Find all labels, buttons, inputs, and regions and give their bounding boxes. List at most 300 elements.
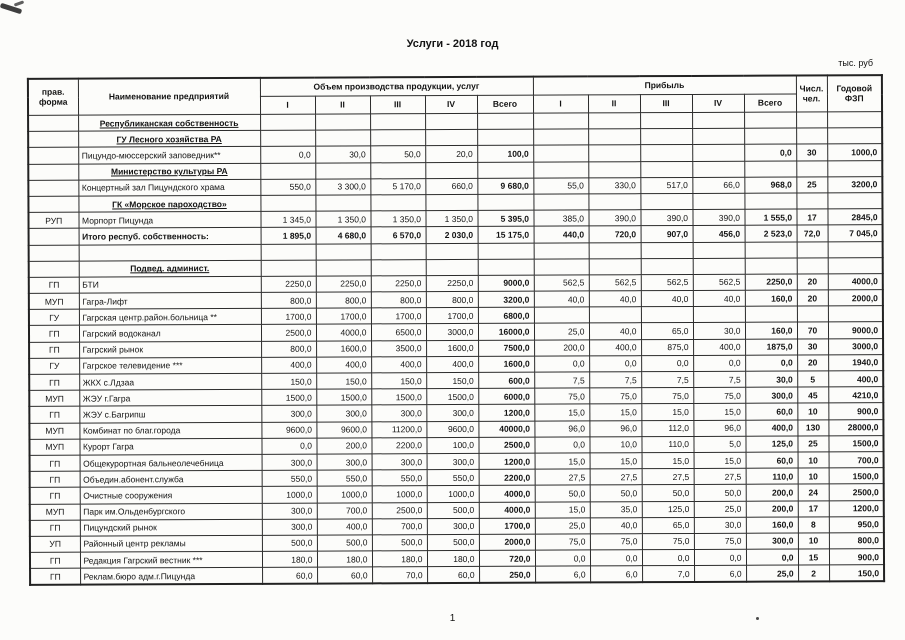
cell-volume-q2: 400,0 [316, 357, 371, 373]
cell-profit-q2: 6,0 [590, 566, 642, 583]
cell-staff: 17 [798, 500, 829, 516]
col-header-staff: Числ. чел. [796, 75, 827, 112]
cell-profit-total [744, 193, 796, 209]
cell-profit-total [744, 112, 796, 128]
cell-profit-q4: 27,5 [694, 468, 746, 484]
cell-profit-q1 [533, 129, 588, 145]
col-header-volume-q4: IV [425, 95, 477, 113]
cell-profit-q1 [533, 194, 588, 210]
cell-profit-q1: 0,0 [535, 550, 590, 566]
cell-profit-q1 [534, 242, 589, 258]
cell-profit-q2 [588, 161, 640, 177]
cell-volume-q1: 800,0 [261, 292, 316, 308]
cell-annual-payroll [828, 257, 883, 273]
cell-profit-q2: 390,0 [588, 210, 640, 226]
cell-volume-q4: 60,0 [427, 567, 479, 584]
cell-volume-total: 1200,0 [479, 453, 535, 469]
cell-profit-q3 [640, 161, 692, 177]
cell-profit-q1 [534, 307, 589, 323]
cell-volume-total: 40000,0 [478, 421, 534, 437]
cell-profit-q1: 25,0 [535, 518, 590, 534]
cell-profit-q4: 0,0 [694, 549, 746, 565]
cell-profit-q2: 400,0 [589, 339, 641, 355]
cell-profit-total [745, 258, 797, 274]
cell-enterprise-name: ЖЭУ г.Гагра [79, 390, 261, 407]
cell-profit-q3: 65,0 [641, 323, 693, 339]
cell-legal-form: ГП [30, 487, 80, 503]
cell-volume-q3: 6500,0 [371, 324, 426, 340]
cell-profit-total: 400,0 [745, 420, 797, 436]
cell-profit-total: 1875,0 [745, 339, 797, 355]
cell-volume-q4 [425, 113, 477, 129]
cell-profit-q3: 15,0 [641, 404, 693, 420]
cell-volume-q1 [260, 163, 315, 179]
cell-annual-payroll: 2000,0 [828, 290, 883, 306]
cell-annual-payroll: 2845,0 [828, 209, 883, 225]
cell-legal-form: ГП [30, 568, 80, 585]
cell-volume-q2: 550,0 [317, 470, 372, 486]
cell-volume-q3 [370, 162, 425, 178]
cell-staff: 130 [797, 419, 828, 435]
cell-profit-total [745, 306, 797, 322]
cell-volume-q4: 550,0 [427, 470, 479, 486]
col-header-profit-q1: I [533, 95, 588, 113]
cell-volume-total [477, 194, 533, 210]
cell-enterprise-name: Районный центр рекламы [80, 535, 262, 552]
cell-legal-form: ГУ [29, 309, 79, 325]
cell-volume-q2: 1000,0 [317, 486, 372, 502]
cell-volume-q3: 180,0 [372, 551, 427, 567]
cell-profit-total: 60,0 [745, 403, 797, 419]
cell-legal-form: МУП [29, 423, 79, 439]
cell-volume-total: 6000,0 [478, 388, 534, 404]
cell-legal-form: ГП [29, 407, 79, 423]
cell-volume-total: 600,0 [478, 372, 534, 388]
cell-volume-q4: 100,0 [426, 437, 478, 453]
cell-volume-total: 9 680,0 [477, 178, 533, 194]
cell-annual-payroll: 4000,0 [828, 273, 883, 289]
col-header-volume-group: Объем производства продукции, услуг [260, 77, 533, 97]
cell-volume-q1: 150,0 [261, 373, 316, 389]
cell-profit-q1: 15,0 [534, 404, 589, 420]
cell-volume-total: 6800,0 [478, 307, 534, 323]
cell-staff: 45 [797, 387, 828, 403]
cell-profit-q4: 30,0 [693, 323, 745, 339]
cell-profit-q1: 0,0 [534, 437, 589, 453]
cell-legal-form [29, 261, 79, 277]
cell-profit-total: 160,0 [745, 290, 797, 306]
cell-profit-q1: 440,0 [534, 226, 589, 242]
cell-volume-q2: 60,0 [317, 567, 372, 584]
cell-volume-q3: 500,0 [372, 534, 427, 550]
cell-profit-q4: 50,0 [694, 485, 746, 501]
cell-profit-q4: 390,0 [692, 209, 744, 225]
cell-volume-q3: 1 350,0 [370, 211, 425, 227]
cell-volume-q4: 300,0 [427, 518, 479, 534]
col-header-profit-q2: II [588, 95, 640, 113]
cell-volume-q3: 6 570,0 [371, 227, 426, 243]
cell-volume-q3: 1000,0 [372, 486, 427, 502]
cell-volume-q4: 500,0 [427, 502, 479, 518]
cell-enterprise-name: Курорт Гагра [79, 438, 261, 455]
cell-volume-q3: 2250,0 [371, 275, 426, 291]
cell-volume-q1: 1700,0 [261, 308, 316, 324]
cell-volume-q3: 400,0 [371, 356, 426, 372]
cell-profit-q2: 96,0 [589, 420, 641, 436]
cell-annual-payroll: 1500,0 [829, 468, 884, 484]
cell-enterprise-name: Очистные сооружения [80, 487, 262, 504]
cell-profit-q1: 385,0 [533, 210, 588, 226]
cell-volume-q3: 50,0 [370, 146, 425, 162]
cell-volume-q4: 1600,0 [426, 340, 478, 356]
cell-volume-q4: 800,0 [426, 291, 478, 307]
cell-profit-total [744, 161, 796, 177]
cell-profit-q3 [640, 193, 692, 209]
units-note: тыс. руб [838, 58, 873, 68]
cell-volume-q4: 660,0 [425, 178, 477, 194]
cell-annual-payroll: 700,0 [829, 452, 884, 468]
cell-staff: 20 [797, 290, 828, 306]
cell-profit-q1 [534, 259, 589, 275]
cell-volume-q2: 1 350,0 [315, 211, 370, 227]
cell-profit-q4: 66,0 [692, 177, 744, 193]
cell-volume-q2 [315, 195, 370, 211]
cell-volume-q2: 200,0 [316, 438, 371, 454]
cell-profit-total: 0,0 [745, 355, 797, 371]
cell-profit-q1: 6,0 [535, 566, 590, 583]
cell-volume-q2: 30,0 [315, 146, 370, 162]
cell-annual-payroll: 7 045,0 [828, 225, 883, 241]
cell-annual-payroll: 900,0 [829, 549, 884, 565]
cell-volume-total [477, 162, 533, 178]
cell-volume-q3: 700,0 [372, 518, 427, 534]
cell-profit-q4 [693, 258, 745, 274]
cell-staff: 10 [798, 468, 829, 484]
cell-profit-q2: 330,0 [588, 177, 640, 193]
cell-volume-q3 [370, 130, 425, 146]
cell-profit-q4 [692, 112, 744, 128]
cell-profit-total: 2250,0 [745, 274, 797, 290]
cell-annual-payroll: 150,0 [829, 565, 884, 582]
cell-profit-q2: 15,0 [590, 453, 642, 469]
cell-enterprise-name: Редакция Гагрский вестник *** [80, 551, 262, 568]
cell-volume-q1: 180,0 [262, 551, 317, 567]
cell-profit-q1: 200,0 [534, 340, 589, 356]
cell-profit-q3: 27,5 [642, 469, 694, 485]
cell-enterprise-name: Итого респуб. собственность: [79, 228, 261, 245]
cell-profit-q3 [640, 112, 692, 128]
cell-profit-total: 300,0 [745, 387, 797, 403]
cell-volume-total [477, 129, 533, 145]
cell-legal-form: МУП [29, 390, 79, 406]
scan-artifact [14, 0, 24, 6]
cell-legal-form: ГП [29, 374, 79, 390]
cell-profit-q3: 562,5 [641, 274, 693, 290]
cell-profit-q2: 0,0 [589, 355, 641, 371]
cell-volume-q2: 500,0 [317, 535, 372, 551]
cell-legal-form: ГП [30, 471, 80, 487]
cell-legal-form: МУП [30, 504, 80, 520]
cell-profit-q4 [692, 193, 744, 209]
cell-profit-q2: 562,5 [589, 275, 641, 291]
cell-profit-q1: 50,0 [535, 485, 590, 501]
cell-profit-q3: 15,0 [642, 452, 694, 468]
cell-legal-form: ГП [30, 552, 80, 568]
services-table-wrap [27, 74, 879, 586]
cell-staff [796, 193, 827, 209]
cell-volume-q1: 800,0 [261, 341, 316, 357]
cell-volume-q1 [261, 244, 316, 260]
cell-legal-form: ГП [29, 342, 79, 358]
cell-volume-total: 7500,0 [478, 340, 534, 356]
cell-staff [797, 241, 828, 257]
cell-profit-q2: 40,0 [589, 291, 641, 307]
cell-enterprise-name: Гагрский рынок [79, 341, 261, 358]
cell-annual-payroll: 1200,0 [829, 500, 884, 516]
cell-volume-q4 [426, 243, 478, 259]
cell-profit-q2: 27,5 [590, 469, 642, 485]
cell-profit-q1: 7,5 [534, 372, 589, 388]
cell-profit-total: 1 555,0 [744, 209, 796, 225]
cell-annual-payroll: 900,0 [828, 403, 883, 419]
cell-legal-form: УП [30, 536, 80, 552]
cell-profit-q4: 7,5 [693, 371, 745, 387]
cell-staff: 2 [798, 565, 829, 582]
cell-legal-form: ГП [29, 277, 79, 293]
cell-profit-q2 [589, 242, 641, 258]
cell-annual-payroll [827, 160, 882, 176]
cell-profit-q4: 456,0 [693, 226, 745, 242]
col-header-volume-q3: III [370, 96, 425, 114]
col-header-profit-total: Всего [744, 94, 796, 112]
cell-profit-q3 [640, 145, 692, 161]
cell-legal-form: ГУ [29, 358, 79, 374]
cell-profit-q3: 75,0 [642, 533, 694, 549]
cell-profit-q2 [588, 194, 640, 210]
cell-legal-form [28, 131, 78, 147]
cell-volume-total: 16000,0 [478, 324, 534, 340]
cell-profit-q1: 0,0 [534, 356, 589, 372]
cell-volume-q2: 300,0 [316, 405, 371, 421]
col-header-profit-group: Прибыль [533, 76, 796, 96]
cell-enterprise-name: ЖКХ с.Лдзаа [79, 373, 261, 390]
cell-enterprise-name: Министерство культуры РА [78, 163, 260, 180]
cell-volume-q4: 400,0 [426, 356, 478, 372]
cell-volume-q1: 400,0 [261, 357, 316, 373]
cell-profit-q3: 75,0 [641, 388, 693, 404]
cell-volume-q4: 9600,0 [426, 421, 478, 437]
table-body [28, 112, 884, 586]
cell-volume-q1: 300,0 [262, 503, 317, 519]
cell-enterprise-name: Гагрская центр.район.больница ** [79, 309, 261, 326]
cell-profit-q4: 15,0 [694, 452, 746, 468]
col-header-legal-form: прав. форма [28, 79, 78, 116]
cell-staff: 70 [797, 322, 828, 338]
cell-profit-q3: 7,5 [641, 371, 693, 387]
cell-volume-q1: 550,0 [262, 470, 317, 486]
cell-volume-q2: 4000,0 [316, 324, 371, 340]
table-header [28, 75, 882, 115]
cell-volume-q1: 300,0 [261, 405, 316, 421]
cell-legal-form: ГП [30, 520, 80, 536]
cell-profit-q1: 15,0 [535, 501, 590, 517]
cell-profit-total: 2 523,0 [745, 225, 797, 241]
cell-staff: 30 [796, 144, 827, 160]
cell-profit-q1: 55,0 [533, 178, 588, 194]
cell-volume-total: 15 175,0 [478, 226, 534, 242]
cell-profit-q2 [588, 145, 640, 161]
cell-volume-q3 [371, 243, 426, 259]
cell-volume-q3: 5 170,0 [370, 178, 425, 194]
cell-volume-total [478, 259, 534, 275]
cell-volume-total: 9000,0 [478, 275, 534, 291]
cell-volume-q1: 300,0 [262, 454, 317, 470]
cell-profit-q4: 30,0 [694, 517, 746, 533]
cell-profit-q2: 7,5 [589, 372, 641, 388]
cell-profit-q2: 50,0 [590, 485, 642, 501]
cell-volume-q2 [316, 243, 371, 259]
cell-volume-q1: 500,0 [262, 535, 317, 551]
col-header-profit-q3: III [640, 94, 692, 112]
cell-profit-q2 [588, 113, 640, 129]
cell-staff: 5 [797, 371, 828, 387]
cell-legal-form [28, 196, 78, 212]
cell-enterprise-name: Общекурортная бальнеолечебница [80, 454, 262, 471]
cell-volume-q4: 500,0 [427, 534, 479, 550]
cell-profit-q3: 50,0 [642, 485, 694, 501]
col-header-profit-q4: IV [692, 94, 744, 112]
cell-volume-q2: 3 300,0 [315, 179, 370, 195]
cell-volume-q3: 1700,0 [371, 308, 426, 324]
cell-legal-form [28, 148, 78, 164]
cell-volume-q3: 3500,0 [371, 340, 426, 356]
cell-legal-form [28, 164, 78, 180]
cell-profit-q1: 75,0 [534, 388, 589, 404]
cell-profit-q2 [588, 129, 640, 145]
cell-profit-total: 30,0 [745, 371, 797, 387]
cell-staff: 20 [797, 274, 828, 290]
cell-profit-total: 160,0 [746, 517, 798, 533]
cell-volume-q3 [370, 114, 425, 130]
cell-annual-payroll: 1940,0 [828, 354, 883, 370]
cell-volume-q2: 4 680,0 [316, 227, 371, 243]
cell-volume-q3: 1500,0 [371, 389, 426, 405]
cell-volume-q3 [371, 259, 426, 275]
cell-volume-q4: 300,0 [426, 405, 478, 421]
cell-volume-q2: 800,0 [316, 292, 371, 308]
cell-volume-q4 [425, 130, 477, 146]
cell-profit-q1: 15,0 [535, 453, 590, 469]
cell-legal-form: МУП [29, 439, 79, 455]
cell-staff [796, 160, 827, 176]
cell-volume-q2: 400,0 [317, 519, 372, 535]
cell-enterprise-name: Реклам.бюро адм.г.Пицунда [80, 568, 262, 585]
cell-profit-q4: 40,0 [693, 290, 745, 306]
cell-volume-q4: 1 350,0 [425, 211, 477, 227]
cell-profit-total: 200,0 [746, 500, 798, 516]
cell-profit-q2: 0,0 [590, 550, 642, 566]
cell-enterprise-name: БТИ [79, 276, 261, 293]
cell-volume-q1: 2500,0 [261, 325, 316, 341]
cell-profit-q4: 6,0 [694, 565, 746, 582]
cell-annual-payroll: 3000,0 [828, 338, 883, 354]
cell-volume-q2: 1500,0 [316, 389, 371, 405]
cell-profit-total: 125,0 [745, 436, 797, 452]
data-row [30, 565, 884, 585]
cell-profit-q3: 0,0 [641, 355, 693, 371]
cell-volume-q2 [315, 114, 370, 130]
cell-profit-q1: 96,0 [534, 420, 589, 436]
cell-volume-q4 [425, 194, 477, 210]
cell-volume-total: 720,0 [479, 550, 535, 566]
cell-profit-q2: 40,0 [589, 323, 641, 339]
cell-profit-q1: 40,0 [534, 291, 589, 307]
cell-profit-q4: 562,5 [693, 274, 745, 290]
cell-profit-q2 [589, 307, 641, 323]
cell-profit-q4 [693, 306, 745, 322]
cell-legal-form: ГП [29, 326, 79, 342]
cell-annual-payroll: 9000,0 [828, 322, 883, 338]
cell-profit-q3: 65,0 [642, 517, 694, 533]
cell-profit-q3: 907,0 [641, 226, 693, 242]
cell-profit-total: 200,0 [746, 484, 798, 500]
cell-profit-q1 [533, 113, 588, 129]
cell-enterprise-name: ГУ Лесного хозяйства РА [78, 131, 260, 148]
cell-enterprise-name: Республиканская собственность [78, 114, 260, 131]
cell-volume-q2: 150,0 [316, 373, 371, 389]
cell-profit-q3: 125,0 [642, 501, 694, 517]
cell-volume-q3: 2500,0 [372, 502, 427, 518]
cell-profit-q3: 40,0 [641, 291, 693, 307]
cell-volume-q4: 1500,0 [426, 389, 478, 405]
cell-volume-total [477, 113, 533, 129]
cell-profit-q2: 40,0 [590, 517, 642, 533]
cell-profit-total: 110,0 [746, 468, 798, 484]
cell-staff: 8 [798, 517, 829, 533]
cell-profit-q4: 25,0 [694, 501, 746, 517]
cell-profit-q3: 875,0 [641, 339, 693, 355]
cell-staff: 72,0 [797, 225, 828, 241]
cell-volume-q1: 0,0 [260, 146, 315, 162]
cell-staff: 10 [797, 403, 828, 419]
cell-volume-q4: 20,0 [425, 146, 477, 162]
cell-staff: 30 [797, 338, 828, 354]
cell-enterprise-name: Парк им.Ольденбургского [80, 503, 262, 520]
cell-legal-form [29, 228, 79, 244]
cell-profit-total [744, 128, 796, 144]
cell-legal-form: МУП [29, 293, 79, 309]
cell-volume-total [478, 243, 534, 259]
cell-profit-q3: 390,0 [640, 210, 692, 226]
cell-volume-q1: 300,0 [262, 519, 317, 535]
cell-staff: 15 [798, 549, 829, 565]
cell-volume-q3: 150,0 [371, 373, 426, 389]
cell-volume-q2: 1700,0 [316, 308, 371, 324]
services-2018-table [27, 74, 885, 586]
cell-profit-q2: 15,0 [589, 404, 641, 420]
cell-staff: 25 [796, 177, 827, 193]
cell-profit-total: 160,0 [745, 322, 797, 338]
cell-volume-q1: 60,0 [262, 567, 317, 584]
cell-profit-q2: 75,0 [590, 534, 642, 550]
cell-profit-q4: 15,0 [693, 404, 745, 420]
cell-annual-payroll: 1000,0 [827, 144, 882, 160]
cell-enterprise-name: Комбинат по благ.города [79, 422, 261, 439]
cell-volume-q1 [260, 195, 315, 211]
cell-volume-total: 1600,0 [478, 356, 534, 372]
cell-volume-total: 4000,0 [479, 502, 535, 518]
cell-annual-payroll [828, 241, 883, 257]
